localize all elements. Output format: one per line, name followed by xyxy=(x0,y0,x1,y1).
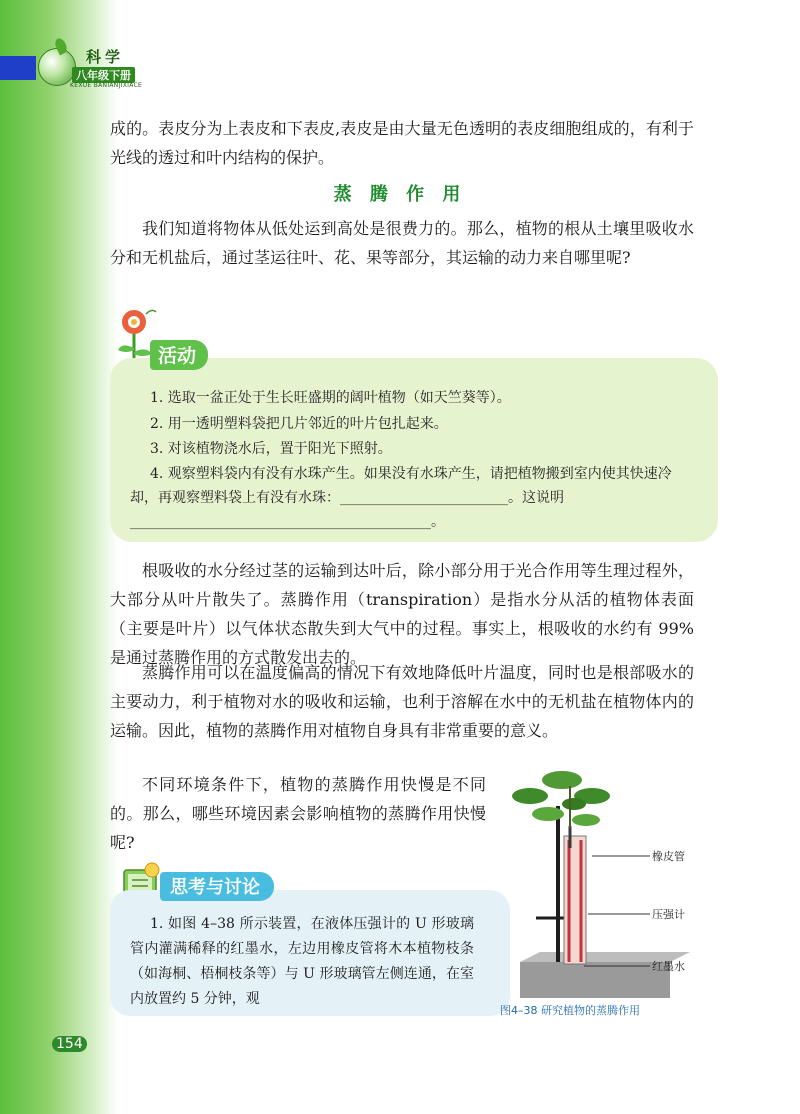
page-number: 154 xyxy=(52,1036,87,1052)
header-color-bar xyxy=(0,56,36,80)
activity-item: 2. 用一透明塑料袋把几片邻近的叶片包扎起来。 xyxy=(150,416,448,432)
pinyin-label: KEXUE BANIANJIXIACE xyxy=(70,82,143,89)
page-side-strip xyxy=(0,0,118,1114)
activity-item: 3. 对该植物浇水后，置于阳光下照射。 xyxy=(150,441,392,457)
grade-label: 八年级下册 xyxy=(72,67,135,83)
body-paragraph: 根吸收的水分经过茎的运输到达叶后，除小部分用于光合作用等生理过程外，大部分从叶片散失了。蒸腾作用（transpiration）是指水分从活的植物体表面（主要是叶片）以气体状态散失到大气中的过程。事实上，根吸收的水约有 99% 是通过蒸腾作用的方式散发出去的。 xyxy=(110,561,694,667)
body-paragraph: 不同环境条件下，植物的蒸腾作用快慢是不同的。那么，哪些环境因素会影响植物的蒸腾作用快慢呢? xyxy=(110,775,486,852)
activity-item: 1. 选取一盆正处于生长旺盛期的阔叶植物（如天竺葵等）。 xyxy=(150,390,511,406)
figure-label-manometer: 压强计 xyxy=(652,908,685,921)
figure-label-red-ink: 红墨水 xyxy=(652,960,685,973)
section-title: 蒸 腾 作 用 xyxy=(333,184,467,205)
figure-label-rubber-tube: 橡皮管 xyxy=(652,850,685,863)
discussion-text: 1. 如图 4–38 所示装置，在液体压强计的 U 形玻璃管内灌满稀释的红墨水，左边用橡皮管将木本植物枝条（如海桐、梧桐枝条等）与 U 形玻璃管左侧连通，在室内放置约 5 分钟，观 xyxy=(130,916,474,1007)
intro-paragraph: 成的。表皮分为上表皮和下表皮,表皮是由大量无色透明的表皮细胞组成的，有利于光线的透过和叶内结构的保护。 xyxy=(110,119,694,167)
plant-apparatus-illustration xyxy=(500,766,720,998)
globe-logo-icon xyxy=(38,48,76,86)
figure-apparatus xyxy=(500,766,720,998)
section-intro-paragraph: 我们知道将物体从低处运到高处是很费力的。那么，植物的根从土壤里吸收水分和无机盐后，通过茎运往叶、花、果等部分，其运输的动力来自哪里呢? xyxy=(110,219,694,267)
activity-item: 4. 观察塑料袋内有没有水珠产生。如果没有水珠产生，请把植物搬到室内使其快速冷却，再观察塑料袋上有没有水珠：________________________。这说明 ___________________________________________。 xyxy=(130,466,672,530)
body-paragraph: 蒸腾作用可以在温度偏高的情况下有效地降低叶片温度，同时也是根部吸水的主要动力，利于植物对水的吸收和运输，也利于溶解在水中的无机盐在植物体内的运输。因此，植物的蒸腾作用对植物自身具有非常重要的意义。 xyxy=(110,663,694,740)
activity-header: 活动 xyxy=(150,340,208,370)
figure-caption: 图4–38 研究植物的蒸腾作用 xyxy=(500,1004,640,1017)
discussion-header: 思考与讨论 xyxy=(160,872,274,901)
series-title: 科学 xyxy=(86,48,125,66)
